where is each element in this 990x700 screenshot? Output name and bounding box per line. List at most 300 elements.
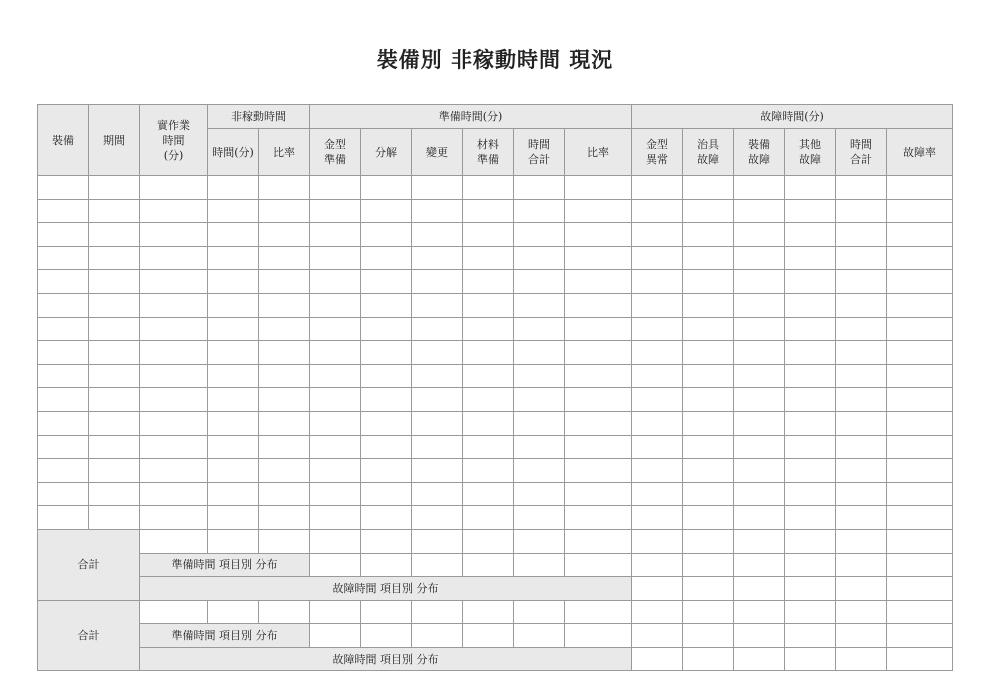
table-cell[interactable] <box>259 364 310 388</box>
table-cell[interactable] <box>887 411 953 435</box>
table-cell[interactable] <box>208 459 259 483</box>
table-cell[interactable] <box>887 506 953 530</box>
table-cell[interactable] <box>89 199 140 223</box>
table-cell[interactable] <box>259 482 310 506</box>
table-cell[interactable] <box>683 199 734 223</box>
summary-cell[interactable] <box>632 647 683 671</box>
table-cell[interactable] <box>632 411 683 435</box>
table-cell[interactable] <box>140 459 208 483</box>
table-cell[interactable] <box>38 199 89 223</box>
table-cell[interactable] <box>361 341 412 365</box>
table-cell[interactable] <box>208 246 259 270</box>
summary-cell[interactable] <box>683 624 734 648</box>
table-cell[interactable] <box>310 293 361 317</box>
table-cell[interactable] <box>632 435 683 459</box>
table-cell[interactable] <box>887 223 953 247</box>
summary-cell[interactable] <box>734 647 785 671</box>
table-cell[interactable] <box>463 199 514 223</box>
table-cell[interactable] <box>785 459 836 483</box>
summary-cell[interactable] <box>632 553 683 577</box>
table-cell[interactable] <box>734 176 785 200</box>
table-cell[interactable] <box>734 364 785 388</box>
table-cell[interactable] <box>38 293 89 317</box>
table-cell[interactable] <box>514 435 565 459</box>
table-cell[interactable] <box>565 270 632 294</box>
summary-cell[interactable] <box>836 529 887 553</box>
table-cell[interactable] <box>632 388 683 412</box>
table-cell[interactable] <box>412 341 463 365</box>
table-cell[interactable] <box>632 293 683 317</box>
table-cell[interactable] <box>734 270 785 294</box>
table-cell[interactable] <box>412 435 463 459</box>
table-cell[interactable] <box>785 223 836 247</box>
summary-cell[interactable] <box>734 577 785 601</box>
table-cell[interactable] <box>632 341 683 365</box>
table-cell[interactable] <box>361 364 412 388</box>
table-cell[interactable] <box>412 199 463 223</box>
table-cell[interactable] <box>208 341 259 365</box>
table-cell[interactable] <box>463 364 514 388</box>
table-cell[interactable] <box>259 199 310 223</box>
table-cell[interactable] <box>514 246 565 270</box>
summary-cell[interactable] <box>887 647 953 671</box>
table-cell[interactable] <box>310 270 361 294</box>
table-cell[interactable] <box>887 459 953 483</box>
summary-cell[interactable] <box>310 624 361 648</box>
table-cell[interactable] <box>785 482 836 506</box>
table-cell[interactable] <box>565 411 632 435</box>
summary-cell[interactable] <box>565 529 632 553</box>
table-cell[interactable] <box>89 435 140 459</box>
table-cell[interactable] <box>734 435 785 459</box>
table-cell[interactable] <box>208 223 259 247</box>
table-cell[interactable] <box>632 223 683 247</box>
table-cell[interactable] <box>887 199 953 223</box>
summary-cell[interactable] <box>208 529 259 553</box>
table-cell[interactable] <box>361 506 412 530</box>
table-cell[interactable] <box>565 223 632 247</box>
table-cell[interactable] <box>785 317 836 341</box>
table-cell[interactable] <box>259 506 310 530</box>
table-cell[interactable] <box>310 482 361 506</box>
summary-cell[interactable] <box>412 553 463 577</box>
table-cell[interactable] <box>140 506 208 530</box>
summary-cell[interactable] <box>463 553 514 577</box>
table-cell[interactable] <box>836 341 887 365</box>
table-cell[interactable] <box>89 270 140 294</box>
table-cell[interactable] <box>208 435 259 459</box>
table-cell[interactable] <box>785 388 836 412</box>
summary-cell[interactable] <box>683 529 734 553</box>
table-cell[interactable] <box>887 176 953 200</box>
table-cell[interactable] <box>208 176 259 200</box>
summary-cell[interactable] <box>463 600 514 624</box>
summary-cell[interactable] <box>785 600 836 624</box>
table-cell[interactable] <box>683 293 734 317</box>
table-cell[interactable] <box>887 270 953 294</box>
table-cell[interactable] <box>38 246 89 270</box>
table-cell[interactable] <box>514 459 565 483</box>
table-cell[interactable] <box>887 435 953 459</box>
table-cell[interactable] <box>412 459 463 483</box>
table-cell[interactable] <box>836 317 887 341</box>
table-cell[interactable] <box>836 482 887 506</box>
table-cell[interactable] <box>361 482 412 506</box>
summary-cell[interactable] <box>887 577 953 601</box>
table-cell[interactable] <box>514 176 565 200</box>
summary-cell[interactable] <box>259 529 310 553</box>
table-cell[interactable] <box>208 317 259 341</box>
summary-cell[interactable] <box>208 600 259 624</box>
table-cell[interactable] <box>310 246 361 270</box>
table-cell[interactable] <box>463 435 514 459</box>
table-cell[interactable] <box>89 388 140 412</box>
table-cell[interactable] <box>38 482 89 506</box>
table-cell[interactable] <box>38 388 89 412</box>
table-cell[interactable] <box>38 270 89 294</box>
table-cell[interactable] <box>683 364 734 388</box>
summary-cell[interactable] <box>361 600 412 624</box>
table-cell[interactable] <box>683 317 734 341</box>
table-cell[interactable] <box>785 246 836 270</box>
summary-cell[interactable] <box>632 577 683 601</box>
summary-cell[interactable] <box>734 624 785 648</box>
table-cell[interactable] <box>38 364 89 388</box>
summary-cell[interactable] <box>412 529 463 553</box>
table-cell[interactable] <box>565 246 632 270</box>
table-cell[interactable] <box>310 223 361 247</box>
table-cell[interactable] <box>208 388 259 412</box>
table-cell[interactable] <box>259 388 310 412</box>
table-cell[interactable] <box>259 176 310 200</box>
table-cell[interactable] <box>836 411 887 435</box>
table-cell[interactable] <box>89 482 140 506</box>
table-cell[interactable] <box>785 270 836 294</box>
table-cell[interactable] <box>140 293 208 317</box>
summary-cell[interactable] <box>632 624 683 648</box>
table-cell[interactable] <box>208 270 259 294</box>
table-cell[interactable] <box>412 411 463 435</box>
table-cell[interactable] <box>734 388 785 412</box>
table-cell[interactable] <box>463 341 514 365</box>
table-cell[interactable] <box>140 435 208 459</box>
table-cell[interactable] <box>785 364 836 388</box>
table-cell[interactable] <box>361 246 412 270</box>
table-cell[interactable] <box>734 246 785 270</box>
table-cell[interactable] <box>361 176 412 200</box>
table-cell[interactable] <box>412 246 463 270</box>
table-cell[interactable] <box>412 270 463 294</box>
table-cell[interactable] <box>140 411 208 435</box>
table-cell[interactable] <box>734 223 785 247</box>
table-cell[interactable] <box>310 317 361 341</box>
table-cell[interactable] <box>259 246 310 270</box>
table-cell[interactable] <box>361 435 412 459</box>
table-cell[interactable] <box>514 506 565 530</box>
table-cell[interactable] <box>632 270 683 294</box>
summary-cell[interactable] <box>463 529 514 553</box>
table-cell[interactable] <box>310 176 361 200</box>
table-cell[interactable] <box>683 388 734 412</box>
table-cell[interactable] <box>412 364 463 388</box>
summary-cell[interactable] <box>514 624 565 648</box>
summary-cell[interactable] <box>310 529 361 553</box>
table-cell[interactable] <box>208 293 259 317</box>
table-cell[interactable] <box>514 223 565 247</box>
table-cell[interactable] <box>683 246 734 270</box>
table-cell[interactable] <box>514 199 565 223</box>
table-cell[interactable] <box>565 317 632 341</box>
summary-cell[interactable] <box>565 624 632 648</box>
table-cell[interactable] <box>836 364 887 388</box>
table-cell[interactable] <box>463 270 514 294</box>
table-cell[interactable] <box>463 506 514 530</box>
table-cell[interactable] <box>887 482 953 506</box>
table-cell[interactable] <box>208 199 259 223</box>
table-cell[interactable] <box>361 293 412 317</box>
table-cell[interactable] <box>412 223 463 247</box>
table-cell[interactable] <box>412 506 463 530</box>
table-cell[interactable] <box>310 435 361 459</box>
summary-cell[interactable] <box>734 600 785 624</box>
table-cell[interactable] <box>140 482 208 506</box>
table-cell[interactable] <box>683 435 734 459</box>
table-cell[interactable] <box>140 176 208 200</box>
table-cell[interactable] <box>785 435 836 459</box>
table-cell[interactable] <box>361 270 412 294</box>
table-cell[interactable] <box>412 317 463 341</box>
table-cell[interactable] <box>89 341 140 365</box>
table-cell[interactable] <box>683 223 734 247</box>
table-cell[interactable] <box>463 176 514 200</box>
summary-cell[interactable] <box>785 529 836 553</box>
table-cell[interactable] <box>412 293 463 317</box>
table-cell[interactable] <box>361 388 412 412</box>
table-cell[interactable] <box>514 482 565 506</box>
table-cell[interactable] <box>361 317 412 341</box>
table-cell[interactable] <box>361 411 412 435</box>
table-cell[interactable] <box>836 246 887 270</box>
table-cell[interactable] <box>89 317 140 341</box>
summary-cell[interactable] <box>887 553 953 577</box>
table-cell[interactable] <box>259 341 310 365</box>
table-cell[interactable] <box>514 270 565 294</box>
table-cell[interactable] <box>836 270 887 294</box>
table-cell[interactable] <box>140 364 208 388</box>
table-cell[interactable] <box>89 246 140 270</box>
table-cell[interactable] <box>310 388 361 412</box>
table-cell[interactable] <box>632 506 683 530</box>
summary-cell[interactable] <box>565 553 632 577</box>
table-cell[interactable] <box>259 223 310 247</box>
summary-cell[interactable] <box>632 600 683 624</box>
table-cell[interactable] <box>514 388 565 412</box>
table-cell[interactable] <box>514 317 565 341</box>
table-cell[interactable] <box>683 506 734 530</box>
table-cell[interactable] <box>412 388 463 412</box>
table-cell[interactable] <box>463 388 514 412</box>
summary-cell[interactable] <box>836 624 887 648</box>
table-cell[interactable] <box>463 317 514 341</box>
table-cell[interactable] <box>734 506 785 530</box>
table-cell[interactable] <box>259 435 310 459</box>
summary-cell[interactable] <box>683 577 734 601</box>
table-cell[interactable] <box>140 199 208 223</box>
table-cell[interactable] <box>836 506 887 530</box>
summary-cell[interactable] <box>140 600 208 624</box>
table-cell[interactable] <box>514 293 565 317</box>
table-cell[interactable] <box>140 246 208 270</box>
summary-cell[interactable] <box>836 577 887 601</box>
table-cell[interactable] <box>361 199 412 223</box>
table-cell[interactable] <box>683 482 734 506</box>
table-cell[interactable] <box>38 506 89 530</box>
table-cell[interactable] <box>38 411 89 435</box>
table-cell[interactable] <box>565 176 632 200</box>
summary-cell[interactable] <box>361 553 412 577</box>
summary-cell[interactable] <box>836 600 887 624</box>
table-cell[interactable] <box>140 341 208 365</box>
table-cell[interactable] <box>259 317 310 341</box>
table-cell[interactable] <box>361 223 412 247</box>
table-cell[interactable] <box>259 293 310 317</box>
table-cell[interactable] <box>785 176 836 200</box>
summary-cell[interactable] <box>785 624 836 648</box>
table-cell[interactable] <box>38 435 89 459</box>
table-cell[interactable] <box>565 435 632 459</box>
table-cell[interactable] <box>514 411 565 435</box>
table-cell[interactable] <box>208 364 259 388</box>
table-cell[interactable] <box>514 341 565 365</box>
table-cell[interactable] <box>836 293 887 317</box>
table-cell[interactable] <box>310 199 361 223</box>
table-cell[interactable] <box>785 199 836 223</box>
table-cell[interactable] <box>38 317 89 341</box>
table-cell[interactable] <box>208 411 259 435</box>
summary-cell[interactable] <box>734 553 785 577</box>
table-cell[interactable] <box>463 482 514 506</box>
table-cell[interactable] <box>734 411 785 435</box>
table-cell[interactable] <box>565 388 632 412</box>
table-cell[interactable] <box>140 317 208 341</box>
table-cell[interactable] <box>734 482 785 506</box>
summary-cell[interactable] <box>683 600 734 624</box>
table-cell[interactable] <box>887 364 953 388</box>
table-cell[interactable] <box>734 341 785 365</box>
summary-cell[interactable] <box>310 600 361 624</box>
table-cell[interactable] <box>463 293 514 317</box>
table-cell[interactable] <box>412 176 463 200</box>
table-cell[interactable] <box>38 341 89 365</box>
summary-cell[interactable] <box>310 553 361 577</box>
table-cell[interactable] <box>785 411 836 435</box>
table-cell[interactable] <box>836 388 887 412</box>
table-cell[interactable] <box>734 459 785 483</box>
summary-cell[interactable] <box>836 647 887 671</box>
table-cell[interactable] <box>734 317 785 341</box>
summary-cell[interactable] <box>785 647 836 671</box>
summary-cell[interactable] <box>412 624 463 648</box>
table-cell[interactable] <box>887 341 953 365</box>
table-cell[interactable] <box>310 411 361 435</box>
table-cell[interactable] <box>836 435 887 459</box>
table-cell[interactable] <box>89 364 140 388</box>
table-cell[interactable] <box>89 176 140 200</box>
table-cell[interactable] <box>463 411 514 435</box>
table-cell[interactable] <box>683 411 734 435</box>
table-cell[interactable] <box>683 270 734 294</box>
table-cell[interactable] <box>632 317 683 341</box>
table-cell[interactable] <box>514 364 565 388</box>
table-cell[interactable] <box>310 341 361 365</box>
table-cell[interactable] <box>836 199 887 223</box>
table-cell[interactable] <box>259 411 310 435</box>
table-cell[interactable] <box>310 506 361 530</box>
table-cell[interactable] <box>565 341 632 365</box>
summary-cell[interactable] <box>140 529 208 553</box>
table-cell[interactable] <box>632 482 683 506</box>
table-cell[interactable] <box>412 482 463 506</box>
summary-cell[interactable] <box>632 529 683 553</box>
table-cell[interactable] <box>89 223 140 247</box>
table-cell[interactable] <box>565 506 632 530</box>
table-cell[interactable] <box>463 459 514 483</box>
table-cell[interactable] <box>836 223 887 247</box>
table-cell[interactable] <box>887 246 953 270</box>
table-cell[interactable] <box>259 459 310 483</box>
table-cell[interactable] <box>310 459 361 483</box>
summary-cell[interactable] <box>565 600 632 624</box>
summary-cell[interactable] <box>836 553 887 577</box>
table-cell[interactable] <box>89 506 140 530</box>
table-cell[interactable] <box>785 293 836 317</box>
table-cell[interactable] <box>140 270 208 294</box>
table-cell[interactable] <box>463 223 514 247</box>
summary-cell[interactable] <box>514 600 565 624</box>
table-cell[interactable] <box>565 364 632 388</box>
summary-cell[interactable] <box>887 600 953 624</box>
table-cell[interactable] <box>632 176 683 200</box>
table-cell[interactable] <box>38 176 89 200</box>
table-cell[interactable] <box>734 293 785 317</box>
summary-cell[interactable] <box>887 529 953 553</box>
table-cell[interactable] <box>836 459 887 483</box>
table-cell[interactable] <box>632 364 683 388</box>
summary-cell[interactable] <box>785 577 836 601</box>
table-cell[interactable] <box>463 246 514 270</box>
summary-cell[interactable] <box>887 624 953 648</box>
table-cell[interactable] <box>565 199 632 223</box>
table-cell[interactable] <box>89 411 140 435</box>
table-cell[interactable] <box>632 459 683 483</box>
table-cell[interactable] <box>310 364 361 388</box>
table-cell[interactable] <box>208 482 259 506</box>
table-cell[interactable] <box>38 223 89 247</box>
table-cell[interactable] <box>565 293 632 317</box>
summary-cell[interactable] <box>514 529 565 553</box>
table-cell[interactable] <box>683 459 734 483</box>
table-cell[interactable] <box>140 223 208 247</box>
table-cell[interactable] <box>785 341 836 365</box>
table-cell[interactable] <box>887 293 953 317</box>
table-cell[interactable] <box>632 199 683 223</box>
table-cell[interactable] <box>565 459 632 483</box>
table-cell[interactable] <box>632 246 683 270</box>
table-cell[interactable] <box>89 293 140 317</box>
table-cell[interactable] <box>734 199 785 223</box>
table-cell[interactable] <box>361 459 412 483</box>
summary-cell[interactable] <box>514 553 565 577</box>
